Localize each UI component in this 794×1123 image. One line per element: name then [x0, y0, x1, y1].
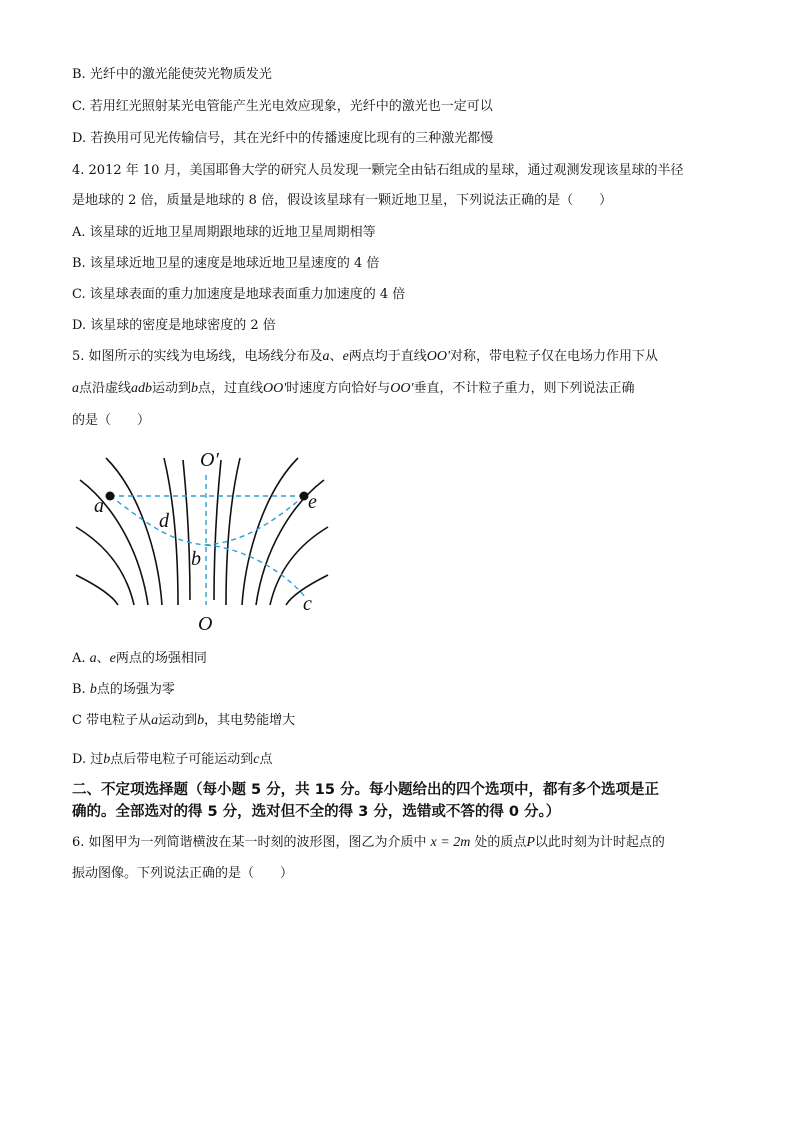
q3-option-c: C. 若用红光照射某光电管能产生光电效应现象，光纤中的激光也一定可以: [72, 99, 493, 114]
label-o-prime: O′: [200, 449, 219, 471]
q5-stem-line1: 5. 如图所示的实线为电场线，电场线分布及a、e两点均于直线OO'对称，带电粒子仅在电场力作用下从: [72, 349, 659, 364]
q6-stem-line1: 6. 如图甲为一列简谐横波在某一时刻的波形图，图乙为介质中 x = 2m 处的质点P以此时刻为计时起点的: [72, 835, 665, 850]
field-lines: [76, 458, 328, 605]
point-a-dot: [106, 492, 115, 501]
q3-option-d: D. 若换用可见光传输信号，其在光纤中的传播速度比现有的三种激光都慢: [72, 131, 494, 146]
field-line-right-3: [270, 527, 328, 605]
field-line-left-4: [76, 575, 118, 605]
field-line-left-1: [106, 458, 162, 605]
field-line-right-5: [226, 458, 240, 605]
q5-option-d: D. 过b点后带电粒子可能运动到c点: [72, 752, 273, 767]
trajectory-a-b-e: [110, 496, 304, 545]
field-line-right-6: [214, 460, 221, 600]
q6-stem-line2: 振动图像。下列说法正确的是（ ）: [72, 866, 294, 881]
label-b: b: [191, 548, 201, 570]
label-o: O: [198, 613, 213, 635]
q5-option-a: A. a、e两点的场强相同: [72, 651, 207, 666]
field-line-left-3: [76, 527, 134, 605]
q4-option-d: D. 该星球的密度是地球密度的 2 倍: [72, 318, 276, 333]
path-b-c: [206, 545, 306, 598]
q4-stem-line2: 是地球的 2 倍，质量是地球的 8 倍，假设该星球有一颗近地卫星，下列说法正确的是（ ）: [72, 193, 613, 208]
q5-option-b: B. b点的场强为零: [72, 682, 175, 697]
q3-option-b: B. 光纤中的激光能使荧光物质发光: [72, 67, 272, 82]
label-d: d: [159, 510, 169, 532]
q4-option-a: A. 该星球的近地卫星周期跟地球的近地卫星周期相等: [72, 225, 376, 240]
electric-field-figure: [68, 440, 338, 640]
q4-option-c: C. 该星球表面的重力加速度是地球表面重力加速度的 4 倍: [72, 287, 406, 302]
q5-stem-line2: a点沿虚线adb运动到b点，过直线OO'时速度方向恰好与OO'垂直，不计粒子重力，则下列说法正确: [72, 381, 635, 396]
q5-option-c: C 带电粒子从a运动到b，其电势能增大: [72, 713, 296, 728]
section2-line1: 二、不定项选择题（每小题 5 分，共 15 分。每小题给出的四个选项中，都有多个选项是正: [72, 782, 659, 798]
q5-stem-line3: 的是（ ）: [72, 413, 151, 428]
section2-heading: [72, 779, 732, 823]
label-c: c: [303, 593, 312, 615]
field-line-right-1: [242, 458, 298, 605]
q4-stem-line1: 4. 2012 年 10 月，美国耶鲁大学的研究人员发现一颗完全由钻石组成的星球，通过观测发现该星球的半径: [72, 163, 684, 178]
section2-line2: 确的。全部选对的得 5 分，选对但不全的得 3 分，选错或不答的得 0 分。）: [72, 804, 561, 820]
field-line-left-6: [183, 460, 190, 600]
label-e: e: [308, 491, 317, 513]
label-a: a: [94, 495, 104, 517]
q4-option-b: B. 该星球近地卫星的速度是地球近地卫星速度的 4 倍: [72, 256, 380, 271]
